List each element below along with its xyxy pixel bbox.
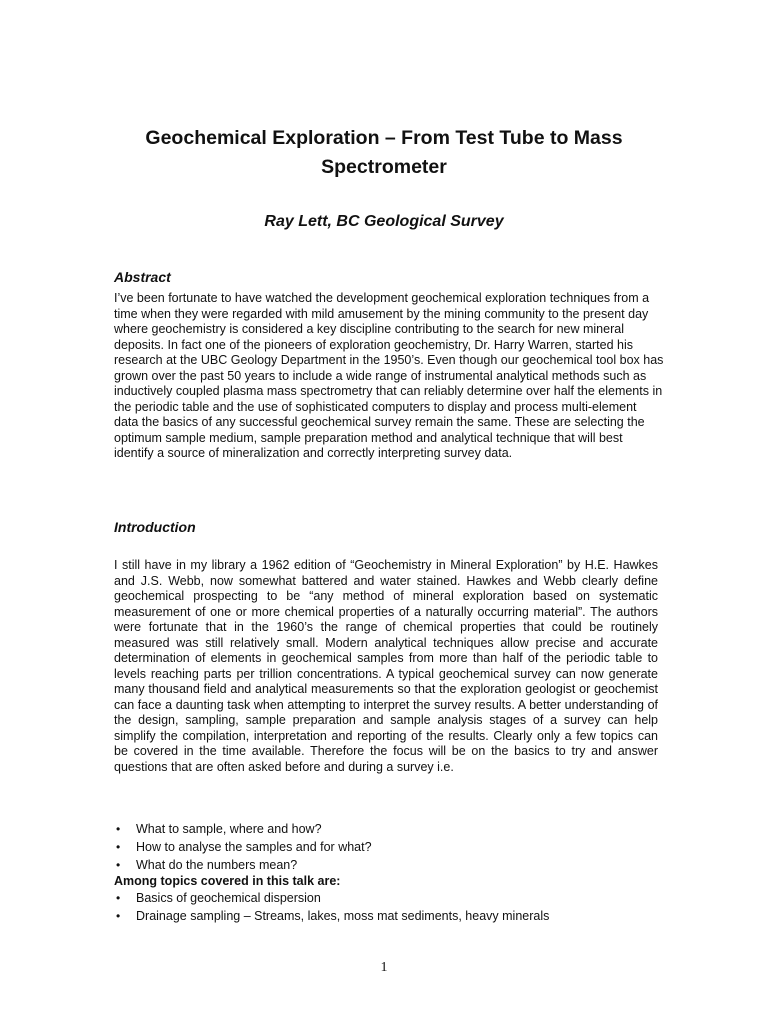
title-line-2: Spectrometer xyxy=(321,156,447,178)
bullet-icon: • xyxy=(116,858,121,872)
list-item-text: Drainage sampling – Streams, lakes, moss mat sediments, heavy minerals xyxy=(136,909,550,923)
title-line-1: Geochemical Exploration – From Test Tube to Mass xyxy=(145,127,623,149)
page-number: 1 xyxy=(380,960,388,975)
introduction-heading: Introduction xyxy=(114,519,196,535)
abstract-paragraph: I’ve been fortunate to have watched the development geochemical exploration techniques from a time when they were regarded with mild amusement by the mining community to the present day where geochemistry is considered a key discipline contributing to the search for new mineral deposits. In fact one of the pioneers of exploration geochemistry, Dr. Harry Warren, started his research at the UBC Geology Department in the 1950’s. Even though our geochemical tool box has grown over the past 50 years to include a wide range of instrumental analytical methods such as inductively coupled plasma mass spectrometry that can reliably determine over half the elements in the periodic table and the use of sophisticated computers to display and process multi-element data the basics of any successful geochemical survey remain the same. These are selecting the optimum sample medium, sample preparation method and analytical technique that will best identify a source of mineralization and correctly interpreting survey data. xyxy=(114,291,664,460)
document-author: Ray Lett, BC Geological Survey xyxy=(264,213,504,230)
list-item-text: Basics of geochemical dispersion xyxy=(136,891,321,905)
list-item xyxy=(114,838,674,856)
list-item xyxy=(114,820,674,838)
abstract-heading: Abstract xyxy=(114,269,171,285)
list-item-text: What do the numbers mean? xyxy=(136,858,298,872)
list-item-text: What to sample, where and how? xyxy=(136,822,322,836)
bullet-icon: • xyxy=(116,822,121,836)
bullet-icon: • xyxy=(116,909,121,923)
list-item xyxy=(114,889,674,907)
introduction-paragraph: I still have in my library a 1962 edition of “Geochemistry in Mineral Exploration” by H.E. Hawkes and J.S. Webb, now somewhat battered and water stained. Hawkes and Webb clearly define geochemical prospecting to be “any method of mineral exploration based on systematic measurement of one or more chemical properties of a naturally occurring material”. The authors were fortunate that in the 1960’s the range of chemical properties that could be routinely measured was still relatively small. Modern analytical techniques allow precise and accurate determination of elements in geochemical samples from more than half of the periodic table to levels reaching parts per trillion concentrations. A typical geochemical survey can now generate many thousand field and analytical measurements so that the exploration geologist or geochemist can face a daunting task when attempting to interpret the survey results. A better understanding of the design, sampling, sample preparation and sample analysis stages of a survey can help simplify the compilation, interpretation and reporting of the results. Clearly only a few topics can be covered in the time available. Therefore the focus will be on the basics to try and answer questions that are often asked before and during a survey i.e. xyxy=(114,558,658,774)
list-item xyxy=(114,907,674,925)
questions-list xyxy=(114,820,674,874)
list-item-text: How to analyse the samples and for what? xyxy=(136,840,372,854)
bullet-icon: • xyxy=(116,891,121,905)
document-title xyxy=(100,124,668,182)
topics-heading: Among topics covered in this talk are: xyxy=(114,874,341,888)
topics-list xyxy=(114,889,674,925)
bullet-icon: • xyxy=(116,840,121,854)
